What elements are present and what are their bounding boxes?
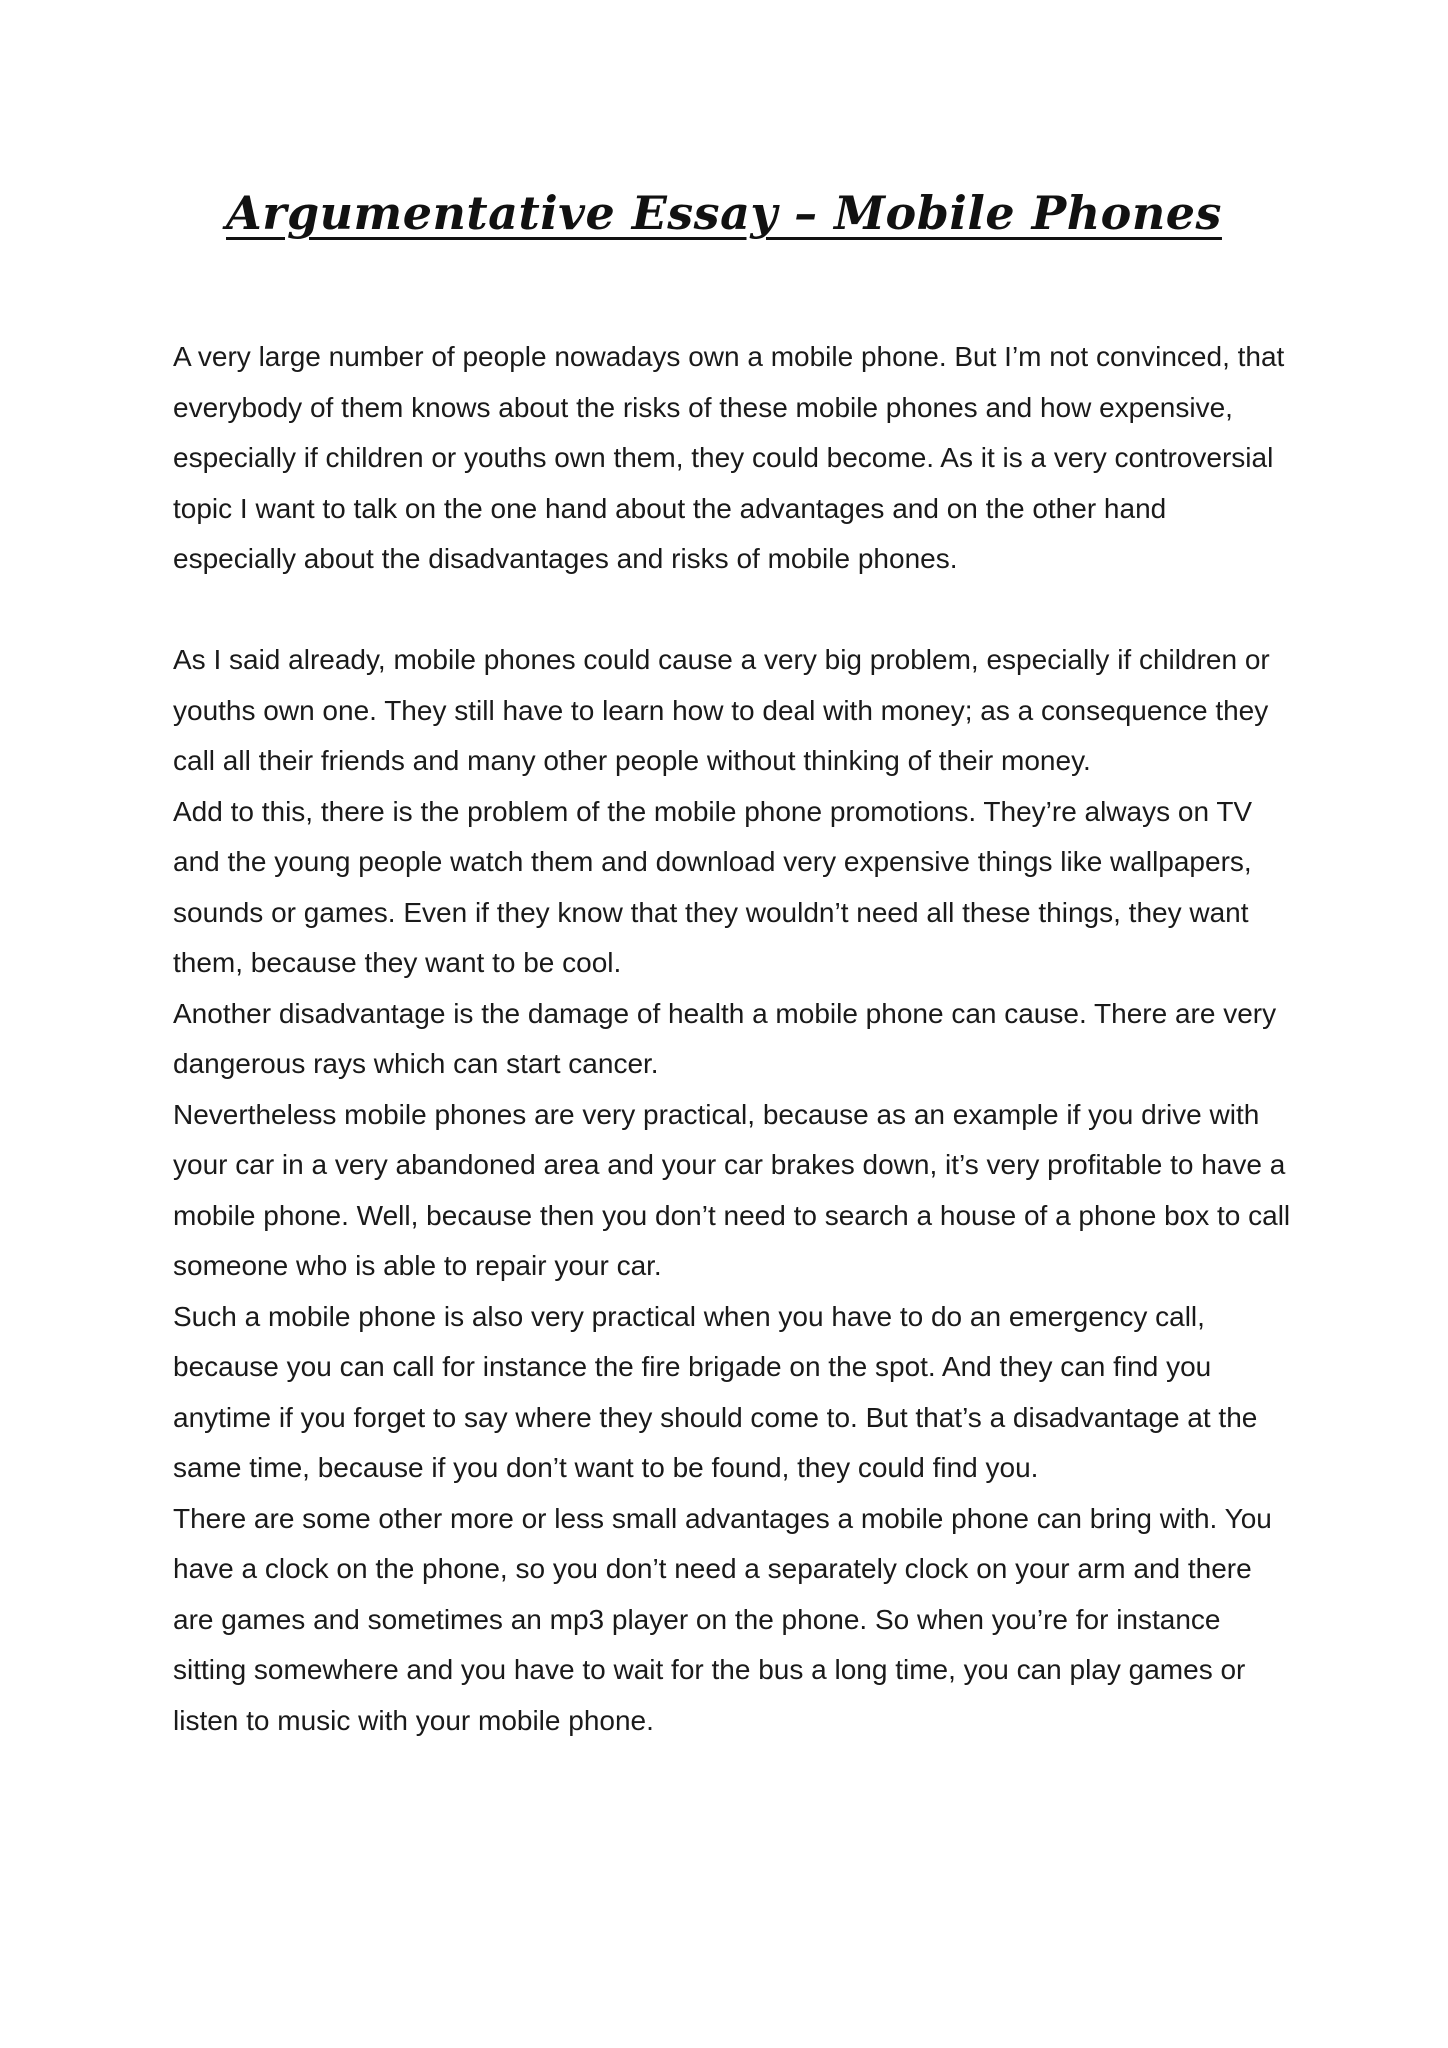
paragraph-money-problem: As I said already, mobile phones could cause a very big problem, especially if children or youths own one. They still have to learn how to deal with money; as a consequence they call all their friends and many other people without thinking of their money. xyxy=(173,644,1270,776)
paragraph-small-advantages: There are some other more or less small advantages a mobile phone can bring with. You have a clock on the phone, so you don’t need a separately clock on your arm and there are games and sometimes an mp3 player on the phone. So when you’re for instance sitting somewhere and you have to wait for the bus a long time, you can play games or listen to music with your mobile phone. xyxy=(173,1502,1272,1736)
paragraph-promotions: Add to this, there is the problem of the mobile phone promotions. They’re always on TV and the young people watch them and download very expensive things like wallpapers, sounds or games. Even if they know that they wouldn’t need all these things, they want them, because they want to be cool. xyxy=(173,795,1253,978)
paragraph-health: Another disadvantage is the damage of health a mobile phone can cause. There are very dangerous rays which can start cancer. xyxy=(173,997,1277,1079)
paragraph-emergency-call: Such a mobile phone is also very practical when you have to do an emergency call, because you can call for instance the fire brigade on the spot. And they can find you anytime if you forget to say where they should come to. But that’s a disadvantage at the same time, because if you don’t want to be found, they could find you. xyxy=(173,1300,1258,1483)
essay-title xyxy=(0,183,1448,243)
paragraph-practical-breakdown: Nevertheless mobile phones are very practical, because as an example if you drive with your car in a very abandoned area and your car brakes down, it’s very profitable to have a mobile phone. Well, because then you don’t need to search a house of a phone box to call someone who is able to repair your car. xyxy=(173,1098,1291,1281)
essay-title-text: Argumentative Essay – Mobile Phones xyxy=(226,186,1222,240)
paragraph-introduction: A very large number of people nowadays own a mobile phone. But I’m not convinced, that everybody of them knows about the risks of these mobile phones and how expensive, especially if children or youths own them, they could become. As it is a very controversial topic I want to talk on the one hand about the advantages and on the other hand especially about the disadvantages and risks of mobile phones. xyxy=(173,341,1285,574)
essay-body xyxy=(173,332,1293,1746)
